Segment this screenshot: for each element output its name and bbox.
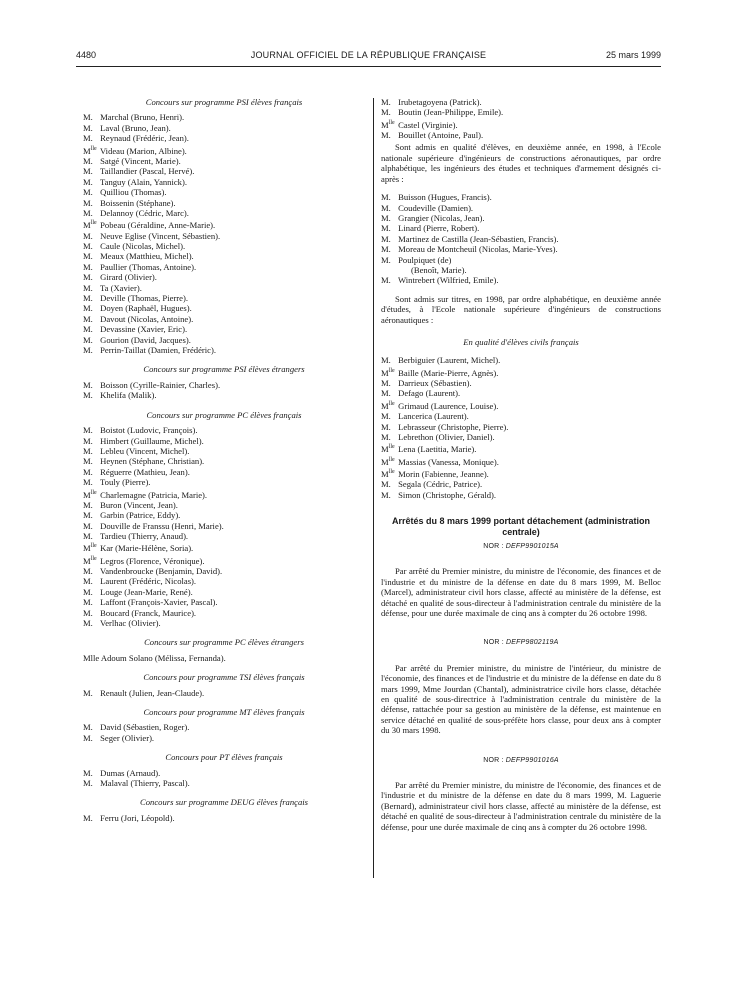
person-name: Delannoy (Cédric, Marc). xyxy=(98,207,189,218)
name-entry xyxy=(381,234,661,244)
name-entry xyxy=(381,203,661,213)
title-abbrev: $M^{lle}$ xyxy=(83,543,97,554)
title-superscript: lle xyxy=(90,489,97,496)
person-name: Irubetagoyena (Patrick). xyxy=(396,97,482,107)
name-entry xyxy=(381,355,661,365)
name-entry xyxy=(83,587,365,597)
admission-paragraph-1: Sont admis en qualité d'élèves, en deuxième année, en 1998, à l'Ecole nationale supérieure d'ingénieurs de constructions aéronautiques, par ordre alphabétique, les ingénieurs des études et techniques d'armement désignés ci-après : xyxy=(381,142,661,184)
title-abbrev: M. xyxy=(83,390,93,401)
section-title: Concours sur programme PSI élèves étrangers xyxy=(143,364,305,375)
title-abbrev: M. xyxy=(83,187,93,198)
person-name: Lebrasseur (Christophe, Pierre). xyxy=(396,421,509,432)
title-abbrev: M. xyxy=(83,778,93,789)
title-abbrev: M. xyxy=(83,732,93,743)
person-name: Simon (Christophe, Gérald). xyxy=(396,489,497,500)
title-abbrev: M. xyxy=(83,345,93,356)
title-abbrev: M. xyxy=(381,212,391,223)
section-title: Concours pour programme MT élèves français xyxy=(143,707,305,718)
name-entry: Mlle Adoum Solano (Mélissa, Fernanda). xyxy=(83,652,226,663)
title-abbrev: M. xyxy=(381,254,391,265)
name-entry xyxy=(83,133,365,143)
title-abbrev: M. xyxy=(83,207,93,218)
name-list-civil xyxy=(381,355,661,500)
title-abbrev: M. xyxy=(381,97,391,107)
person-name: Girard (Olivier). xyxy=(98,272,157,283)
name-entry xyxy=(381,223,661,233)
person-name: Moreau de Montcheuil (Nicolas, Marie-Yves). xyxy=(396,244,558,255)
title-abbrev: M. xyxy=(83,812,93,823)
name-entry xyxy=(83,446,365,456)
title-abbrev: $M^{lle}$ xyxy=(83,489,97,500)
title-abbrev: M. xyxy=(83,166,93,177)
person-name: Segala (Cédric, Patrice). xyxy=(396,479,483,490)
person-name: Legros (Florence, Véronique). xyxy=(98,555,205,566)
person-name: Taillandier (Pascal, Hervé). xyxy=(98,166,195,177)
name-entry xyxy=(381,455,661,467)
section-title: Concours sur programme PC élèves français xyxy=(146,409,302,420)
name-entry xyxy=(83,166,365,176)
title-abbrev: M. xyxy=(83,272,93,283)
person-name: Baille (Marie-Pierre, Agnès). xyxy=(396,367,499,378)
section-title: Concours pour PT élèves français xyxy=(165,752,283,763)
person-name: Neuve Eglise (Vincent, Sébastien). xyxy=(98,230,221,241)
nor-code: DEFP9802119A xyxy=(506,639,559,647)
section-title: Concours sur programme DEUG élèves français xyxy=(140,797,308,808)
person-name: Doyen (Raphaël, Hugues). xyxy=(98,303,192,314)
name-entry xyxy=(83,722,365,732)
name-entry xyxy=(381,255,661,276)
person-name: Devassine (Xavier, Eric). xyxy=(98,324,188,335)
nor-code: DEFP9901016A xyxy=(505,756,559,764)
name-entry xyxy=(83,608,365,618)
title-abbrev: M. xyxy=(381,378,391,389)
person-name: Boucard (Franck, Maurice). xyxy=(98,607,197,618)
person-name: Himbert (Guillaume, Michel). xyxy=(98,435,204,446)
title-abbrev: M. xyxy=(83,293,93,304)
person-name: Verlhac (Olivier). xyxy=(98,617,161,628)
person-name: Martinez de Castilla (Jean-Sébastien, Francis). xyxy=(396,233,559,244)
name-entry xyxy=(381,442,661,454)
title-abbrev: M. xyxy=(83,251,93,262)
person-name: Perrin-Taillat (Damien, Frédéric). xyxy=(98,345,216,356)
title-superscript: lle xyxy=(388,119,395,126)
title-superscript: lle xyxy=(388,468,395,475)
person-name: Laval (Bruno, Jean). xyxy=(98,122,171,133)
header-rule xyxy=(76,66,661,67)
name-entry xyxy=(381,366,661,378)
title-abbrev: $M^{lle}$ xyxy=(83,220,97,231)
title-superscript: lle xyxy=(90,220,97,227)
spacer xyxy=(381,618,661,634)
title-abbrev: M. xyxy=(83,435,93,446)
title-abbrev: M. xyxy=(83,155,93,166)
title-superscript: lle xyxy=(90,543,97,550)
name-entry xyxy=(381,275,661,285)
title-abbrev: M. xyxy=(83,499,93,510)
name-entry xyxy=(381,130,661,140)
title-abbrev: M. xyxy=(83,112,93,123)
name-entry xyxy=(83,597,365,607)
title-abbrev: M. xyxy=(381,233,391,244)
title-abbrev: M. xyxy=(83,767,93,778)
name-entry xyxy=(381,422,661,432)
person-name: Charlemagne (Patricia, Marie). xyxy=(98,489,208,500)
name-entry xyxy=(83,187,365,197)
title-abbrev: M. xyxy=(83,722,93,733)
title-abbrev: M. xyxy=(83,576,93,587)
title-superscript: lle xyxy=(388,456,395,463)
name-entry xyxy=(83,241,365,251)
person-name: Tardieu (Thierry, Anaud). xyxy=(98,531,189,542)
nor-reference xyxy=(381,756,661,766)
person-name: Garbin (Patrice, Eddy). xyxy=(98,510,181,521)
name-entry xyxy=(83,314,365,324)
name-entry xyxy=(83,576,365,586)
title-abbrev: M. xyxy=(381,244,391,255)
name-entry xyxy=(381,118,661,130)
person-name: Boutin (Jean-Philippe, Emile). xyxy=(396,107,504,118)
person-name: Coudeville (Damien). xyxy=(396,202,474,213)
name-entry xyxy=(83,500,365,510)
person-name: Boisson (Cyrille-Rainier, Charles). xyxy=(98,379,221,390)
name-entry xyxy=(381,107,661,117)
title-abbrev: M. xyxy=(83,197,93,208)
title-abbrev: M. xyxy=(83,597,93,608)
name-entry xyxy=(381,490,661,500)
person-name: Khelifa (Malik). xyxy=(98,390,157,401)
person-name: Kar (Marie-Hélène, Soria). xyxy=(98,543,194,554)
title-abbrev: M. xyxy=(83,425,93,436)
person-name: Ferru (Jori, Léopold). xyxy=(98,812,175,823)
name-entry xyxy=(381,467,661,479)
title-abbrev: M. xyxy=(83,607,93,618)
person-name: Buron (Vincent, Jean). xyxy=(98,499,178,510)
name-entry xyxy=(381,97,661,107)
title-abbrev: $M^{lle}$ xyxy=(381,456,395,467)
person-name: Paullier (Thomas, Antoine). xyxy=(98,261,197,272)
name-entry xyxy=(83,112,365,122)
title-abbrev: M. xyxy=(381,275,391,286)
person-name: Reynaud (Frédéric, Jean). xyxy=(98,133,189,144)
title-abbrev: M. xyxy=(381,489,391,500)
arretes-list xyxy=(381,542,661,832)
title-abbrev: M. xyxy=(83,477,93,488)
name-entry xyxy=(83,156,365,166)
title-abbrev: M. xyxy=(381,130,391,141)
journal-title: JOURNAL OFFICIEL DE LA RÉPUBLIQUE FRANÇAISE xyxy=(250,50,487,60)
title-abbrev: M. xyxy=(83,176,93,187)
name-entry xyxy=(83,541,365,553)
section-title: Concours pour programme TSI élèves français xyxy=(143,672,305,683)
name-entry xyxy=(83,477,365,487)
name-entry xyxy=(83,198,365,208)
person-name: Lebrethon (Olivier, Daniel). xyxy=(396,431,495,442)
name-entry xyxy=(83,768,365,778)
section-title: Concours sur programme PC élèves étrangers xyxy=(144,637,304,648)
person-name: Lancerica (Laurent). xyxy=(396,411,469,422)
name-entry xyxy=(83,733,365,743)
name-entry xyxy=(83,303,365,313)
name-entry xyxy=(83,335,365,345)
person-name: Grimaud (Laurence, Louise). xyxy=(396,400,499,411)
person-name: Grangier (Nicolas, Jean). xyxy=(396,212,485,223)
person-name: Buisson (Hugues, Francis). xyxy=(396,192,492,203)
person-name: Massias (Vanessa, Monique). xyxy=(396,456,499,467)
title-superscript: lle xyxy=(388,400,395,407)
person-name: Vandenbroucke (Benjamin, David). xyxy=(98,565,223,576)
person-name: Seger (Olivier). xyxy=(98,732,155,743)
arrete-text: Par arrêté du Premier ministre, du ministre de l'intérieur, du ministre de l'économie, des finances et de l'industrie et du ministre de la défense en date du 8 mars 1999, Mme Jourdan (Chantal), administratrice civile hors classe, détachée en qualité de sous-directrice à l'administration centrale du ministère de la défense, rattachée pour sa gestion au ministère de la défense, est maintenue en service détaché en qualité de sous-préfète hors classe, pour deux ans à compter du 30 mars 1998. xyxy=(381,662,661,736)
title-abbrev: M. xyxy=(83,586,93,597)
name-entry xyxy=(83,231,365,241)
person-name: Lena (Laetitia, Marie). xyxy=(396,444,477,455)
name-list-engineers xyxy=(381,192,661,286)
name-entry xyxy=(83,345,365,355)
title-abbrev: M. xyxy=(83,133,93,144)
name-entry xyxy=(83,813,365,823)
person-name: Dumas (Arnaud). xyxy=(98,767,161,778)
title-abbrev: M. xyxy=(83,617,93,628)
name-entry xyxy=(83,521,365,531)
person-name: Tanguy (Alain, Yannick). xyxy=(98,176,187,187)
name-entry xyxy=(83,488,365,500)
title-abbrev: M. xyxy=(83,282,93,293)
person-name: Malaval (Thierry, Pascal). xyxy=(98,778,190,789)
name-entry xyxy=(83,778,365,788)
title-superscript: lle xyxy=(90,145,97,152)
nor-label: NOR : xyxy=(483,542,506,550)
name-entry xyxy=(83,272,365,282)
person-name: Gourion (David, Jacques). xyxy=(98,334,191,345)
name-entry xyxy=(83,390,365,400)
title-abbrev: M. xyxy=(83,313,93,324)
name-entry xyxy=(83,425,365,435)
person-name: Caule (Nicolas, Michel). xyxy=(98,241,186,251)
person-name: Réguerre (Mathieu, Jean). xyxy=(98,466,190,477)
title-abbrev: $M^{lle}$ xyxy=(381,119,395,130)
person-name: Satgé (Vincent, Marie). xyxy=(98,155,181,166)
nor-reference xyxy=(381,542,661,552)
name-entry xyxy=(83,566,365,576)
person-name: Videau (Marion, Albine). xyxy=(98,145,187,156)
name-entry xyxy=(83,293,365,303)
left-column xyxy=(83,97,365,823)
name-entry xyxy=(83,436,365,446)
person-name: Heynen (Stéphane, Christian). xyxy=(98,456,205,467)
title-abbrev: M. xyxy=(83,531,93,542)
name-entry xyxy=(381,378,661,388)
title-abbrev: M. xyxy=(83,379,93,390)
title-abbrev: M. xyxy=(83,334,93,345)
name-entry xyxy=(83,177,365,187)
name-entry xyxy=(381,244,661,254)
name-entry xyxy=(381,388,661,398)
person-name: Louge (Jean-Marie, René). xyxy=(98,586,193,597)
person-name: Douville de Franssu (Henri, Marie). xyxy=(98,520,224,531)
name-entry xyxy=(381,411,661,421)
title-abbrev: M. xyxy=(83,230,93,241)
title-abbrev: M. xyxy=(381,202,391,213)
name-entry xyxy=(83,283,365,293)
page-number: 4480 xyxy=(76,50,97,60)
name-entry xyxy=(83,531,365,541)
person-name: Meaux (Matthieu, Michel). xyxy=(98,251,194,262)
title-superscript: lle xyxy=(388,444,395,451)
person-name: Laffont (François-Xavier, Pascal). xyxy=(98,597,218,608)
person-name: Boissenin (Stéphane). xyxy=(98,197,176,208)
person-name: Morin (Fabienne, Jeanne). xyxy=(396,468,489,479)
section-title: Concours sur programme PSI élèves français xyxy=(145,97,303,107)
person-name: Defago (Laurent). xyxy=(396,388,461,399)
title-abbrev: M. xyxy=(83,445,93,456)
title-abbrev: M. xyxy=(83,303,93,314)
title-abbrev: M. xyxy=(83,456,93,467)
person-name: Touly (Pierre). xyxy=(98,477,151,488)
person-name: Renault (Julien, Jean-Claude). xyxy=(98,687,205,698)
person-name: Boistot (Ludovic, François). xyxy=(98,425,198,436)
name-list-top xyxy=(381,97,661,140)
title-abbrev: M. xyxy=(83,261,93,272)
name-entry xyxy=(83,123,365,133)
title-superscript: lle xyxy=(388,367,395,374)
person-name: Davout (Nicolas, Antoine). xyxy=(98,313,194,324)
name-entry xyxy=(83,208,365,218)
title-abbrev: M. xyxy=(381,411,391,422)
title-superscript: lle xyxy=(90,555,97,562)
person-name: David (Sébastien, Roger). xyxy=(98,722,190,733)
person-name: Linard (Pierre, Robert). xyxy=(396,223,480,234)
title-abbrev: $M^{lle}$ xyxy=(83,145,97,156)
title-abbrev: M. xyxy=(83,510,93,521)
nor-reference xyxy=(381,638,661,648)
title-abbrev: $M^{lle}$ xyxy=(381,468,395,479)
title-abbrev: M. xyxy=(381,479,391,490)
title-abbrev: M. xyxy=(381,223,391,234)
right-column xyxy=(381,97,661,832)
name-entry xyxy=(83,618,365,628)
nor-label: NOR : xyxy=(483,756,506,764)
name-entry xyxy=(83,218,365,230)
person-name: Bouillet (Antoine, Paul). xyxy=(396,130,484,141)
title-abbrev: M. xyxy=(83,122,93,133)
person-name: Marchal (Bruno, Henri). xyxy=(98,112,185,123)
spacer xyxy=(381,736,661,752)
name-entry xyxy=(83,262,365,272)
title-abbrev: M. xyxy=(381,107,391,118)
title-abbrev: M. xyxy=(381,355,391,366)
person-name: Lebleu (Vincent, Michel). xyxy=(98,445,190,456)
title-abbrev: M. xyxy=(83,324,93,335)
title-abbrev: M. xyxy=(83,565,93,576)
title-abbrev: M. xyxy=(381,192,391,203)
person-name: Laurent (Frédéric, Nicolas). xyxy=(98,576,197,587)
nor-code: DEFP9901015A xyxy=(505,542,559,550)
name-entry xyxy=(83,456,365,466)
name-entry xyxy=(83,380,365,390)
title-abbrev: $M^{lle}$ xyxy=(381,400,395,411)
person-name: Berbiguier (Laurent, Michel). xyxy=(396,355,501,366)
person-name: Pobeau (Géraldine, Anne-Marie). xyxy=(98,220,216,231)
title-abbrev: M. xyxy=(381,431,391,442)
name-entry xyxy=(381,432,661,442)
title-abbrev: M. xyxy=(83,466,93,477)
name-entry xyxy=(83,144,365,156)
column-divider xyxy=(373,98,374,878)
title-abbrev: M. xyxy=(83,687,93,698)
arretes-title: Arrêtés du 8 mars 1999 portant détachement (administration centrale) xyxy=(391,515,651,537)
title-abbrev: $M^{lle}$ xyxy=(381,444,395,455)
admission-paragraph-2: Sont admis sur titres, en 1998, par ordre alphabétique, en deuxième année d'études, à l'Ecole nationale supérieure d'ingénieurs de constructions aéronautiques : xyxy=(381,293,661,325)
title-abbrev: $M^{lle}$ xyxy=(83,555,97,566)
person-name: Deville (Thomas, Pierre). xyxy=(98,293,188,304)
name-entry xyxy=(83,467,365,477)
arrete-text: Par arrêté du Premier ministre, du ministre de l'économie, des finances et de l'industrie et du ministre de la défense en date du 8 mars 1999, M. Belloc (Marcel), administrateur civil hors classe, affecté au ministère de la défense, est détaché en qualité de sous-directeur à l'administration centrale du ministère de la défense, pour une durée maximale de cinq ans à compter du 26 octobre 1998. xyxy=(381,566,661,618)
civil-section-title: En qualité d'élèves civils français xyxy=(463,336,579,347)
person-name: Ta (Xavier). xyxy=(98,282,142,293)
page-header xyxy=(76,50,661,64)
name-entry xyxy=(83,510,365,520)
title-abbrev: M. xyxy=(83,241,93,251)
arrete-text: Par arrêté du Premier ministre, du ministre de l'économie, des finances et de l'industrie et du ministre de la défense en date du 8 mars 1999, M. Laguerie (Bernard), administrateur civil hors classe, affecté au ministère de la défense, est détaché en qualité de sous-directeur à l'administration centrale du ministère de la défense, pour une durée maximale de cinq ans à compter du 26 octobre 1998. xyxy=(381,780,661,832)
nor-label: NOR : xyxy=(483,639,507,647)
title-abbrev: $M^{lle}$ xyxy=(381,367,395,378)
name-entry xyxy=(381,192,661,202)
name-entry xyxy=(381,479,661,489)
issue-date: 25 mars 1999 xyxy=(605,50,661,60)
person-name: Wintrebert (Wilfried, Emile). xyxy=(396,275,499,286)
person-name: Castel (Virginie). xyxy=(396,119,458,130)
person-name: Poulpiquet (de) xyxy=(396,254,452,265)
title-abbrev: M. xyxy=(381,388,391,399)
person-name: Quilliou (Thomas). xyxy=(98,187,167,198)
name-entry xyxy=(381,399,661,411)
title-abbrev: M. xyxy=(381,421,391,432)
person-name-continued: (Benoît, Marie). xyxy=(411,264,467,275)
name-entry xyxy=(381,213,661,223)
name-entry xyxy=(83,251,365,261)
title-abbrev: M. xyxy=(83,520,93,531)
name-entry xyxy=(83,688,365,698)
name-entry xyxy=(83,324,365,334)
person-name: Darrieux (Sébastien). xyxy=(396,378,472,389)
name-entry xyxy=(83,554,365,566)
